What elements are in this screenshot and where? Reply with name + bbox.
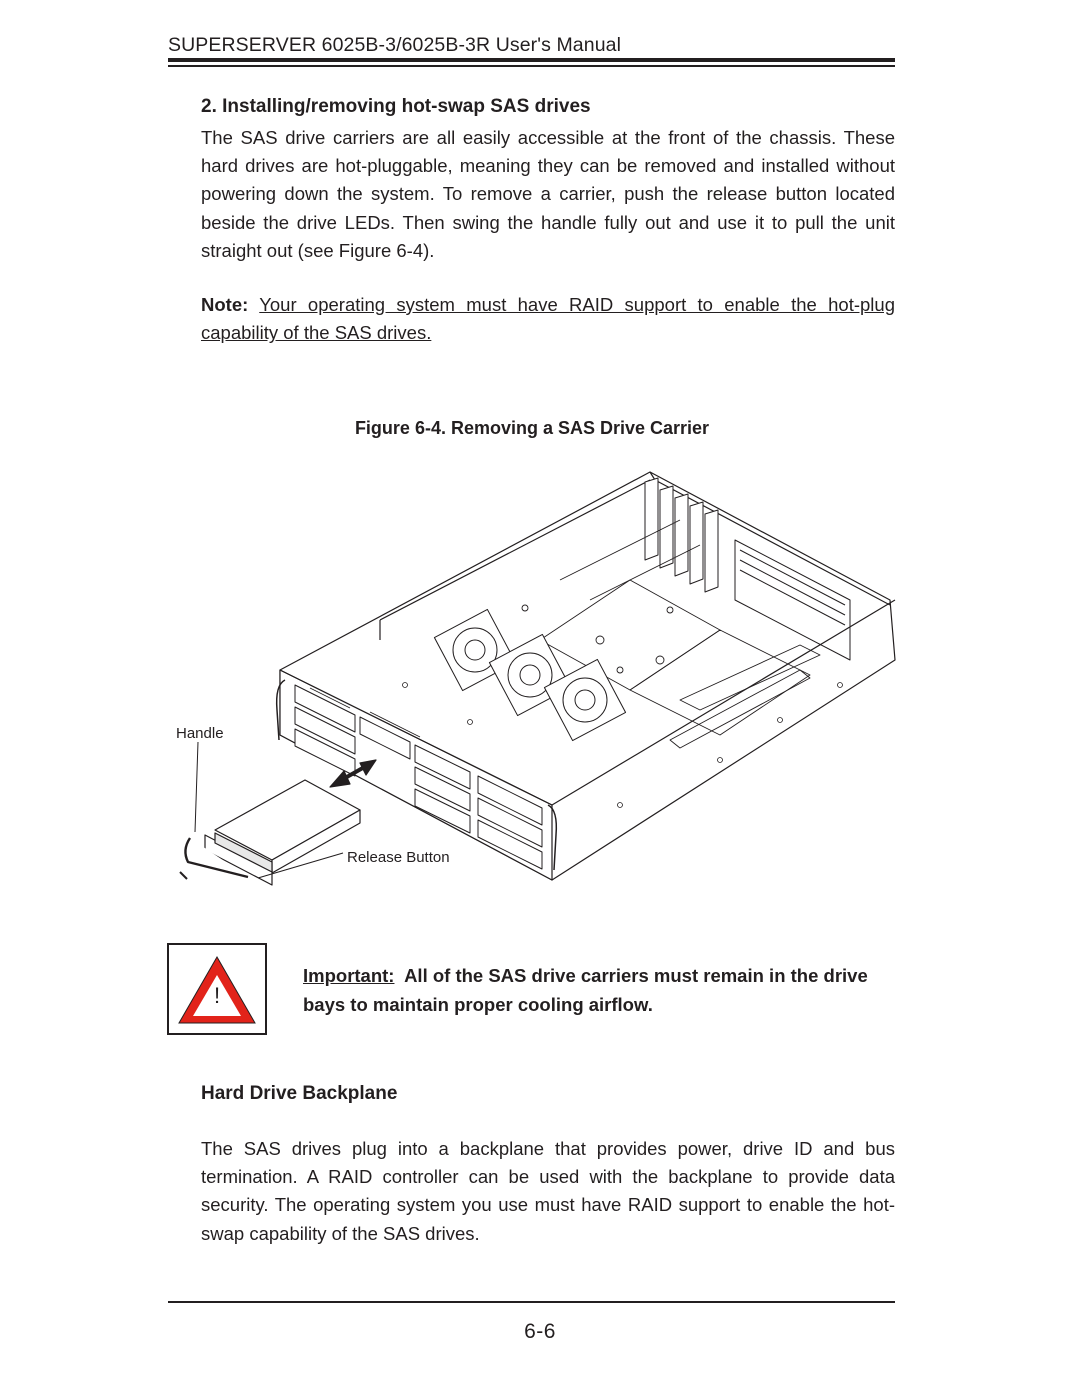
important-notice (303, 962, 895, 1019)
running-header-title: SUPERSERVER 6025B-3/6025B-3R User's Manual (168, 34, 622, 56)
backplane-paragraph: The SAS drives plug into a backplane that provides power, drive ID and bus termination. A RAID controller can be used with the backplane to provide data security. The operating system you use must have RAID support to enable the hot-swap capability of the SAS drives. (201, 1138, 895, 1244)
header-rule-thick (168, 58, 895, 62)
drive-carrier-illustration (180, 780, 360, 885)
chassis-illustration (277, 472, 895, 880)
important-text: All of the SAS drive carriers must remain in the drive bays to maintain proper cooling airflow. (303, 965, 868, 1015)
header-rule-thin (168, 65, 895, 67)
release-button-label: Release Button (347, 849, 450, 866)
figure-caption: Figure 6-4. Removing a SAS Drive Carrier (354, 418, 710, 438)
warning-box (167, 943, 267, 1035)
warning-symbol: ! (213, 983, 221, 1008)
section-heading: 2. Installing/removing hot-swap SAS drives (201, 96, 591, 117)
note (201, 291, 895, 347)
note-text: Your operating system must have RAID support to enable the hot-plug capability of the SAS drives. (201, 294, 895, 344)
figure-server-chassis (160, 460, 900, 900)
section-paragraph: The SAS drive carriers are all easily accessible at the front of the chassis. These hard drives are hot-pluggable, meaning they can be removed and installed without powering down the system. To remove a carrier, push the release button located beside the drive LEDs. Then swing the handle fully out and use it to pull the unit straight out (see Figure 6-4). (201, 127, 895, 261)
footer-rule (168, 1301, 895, 1303)
handle-label: Handle (176, 725, 224, 742)
important-label: Important: (303, 965, 395, 986)
backplane-heading: Hard Drive Backplane (201, 1083, 398, 1104)
note-label: Note: (201, 294, 249, 315)
page-number: 6-6 (524, 1320, 556, 1343)
